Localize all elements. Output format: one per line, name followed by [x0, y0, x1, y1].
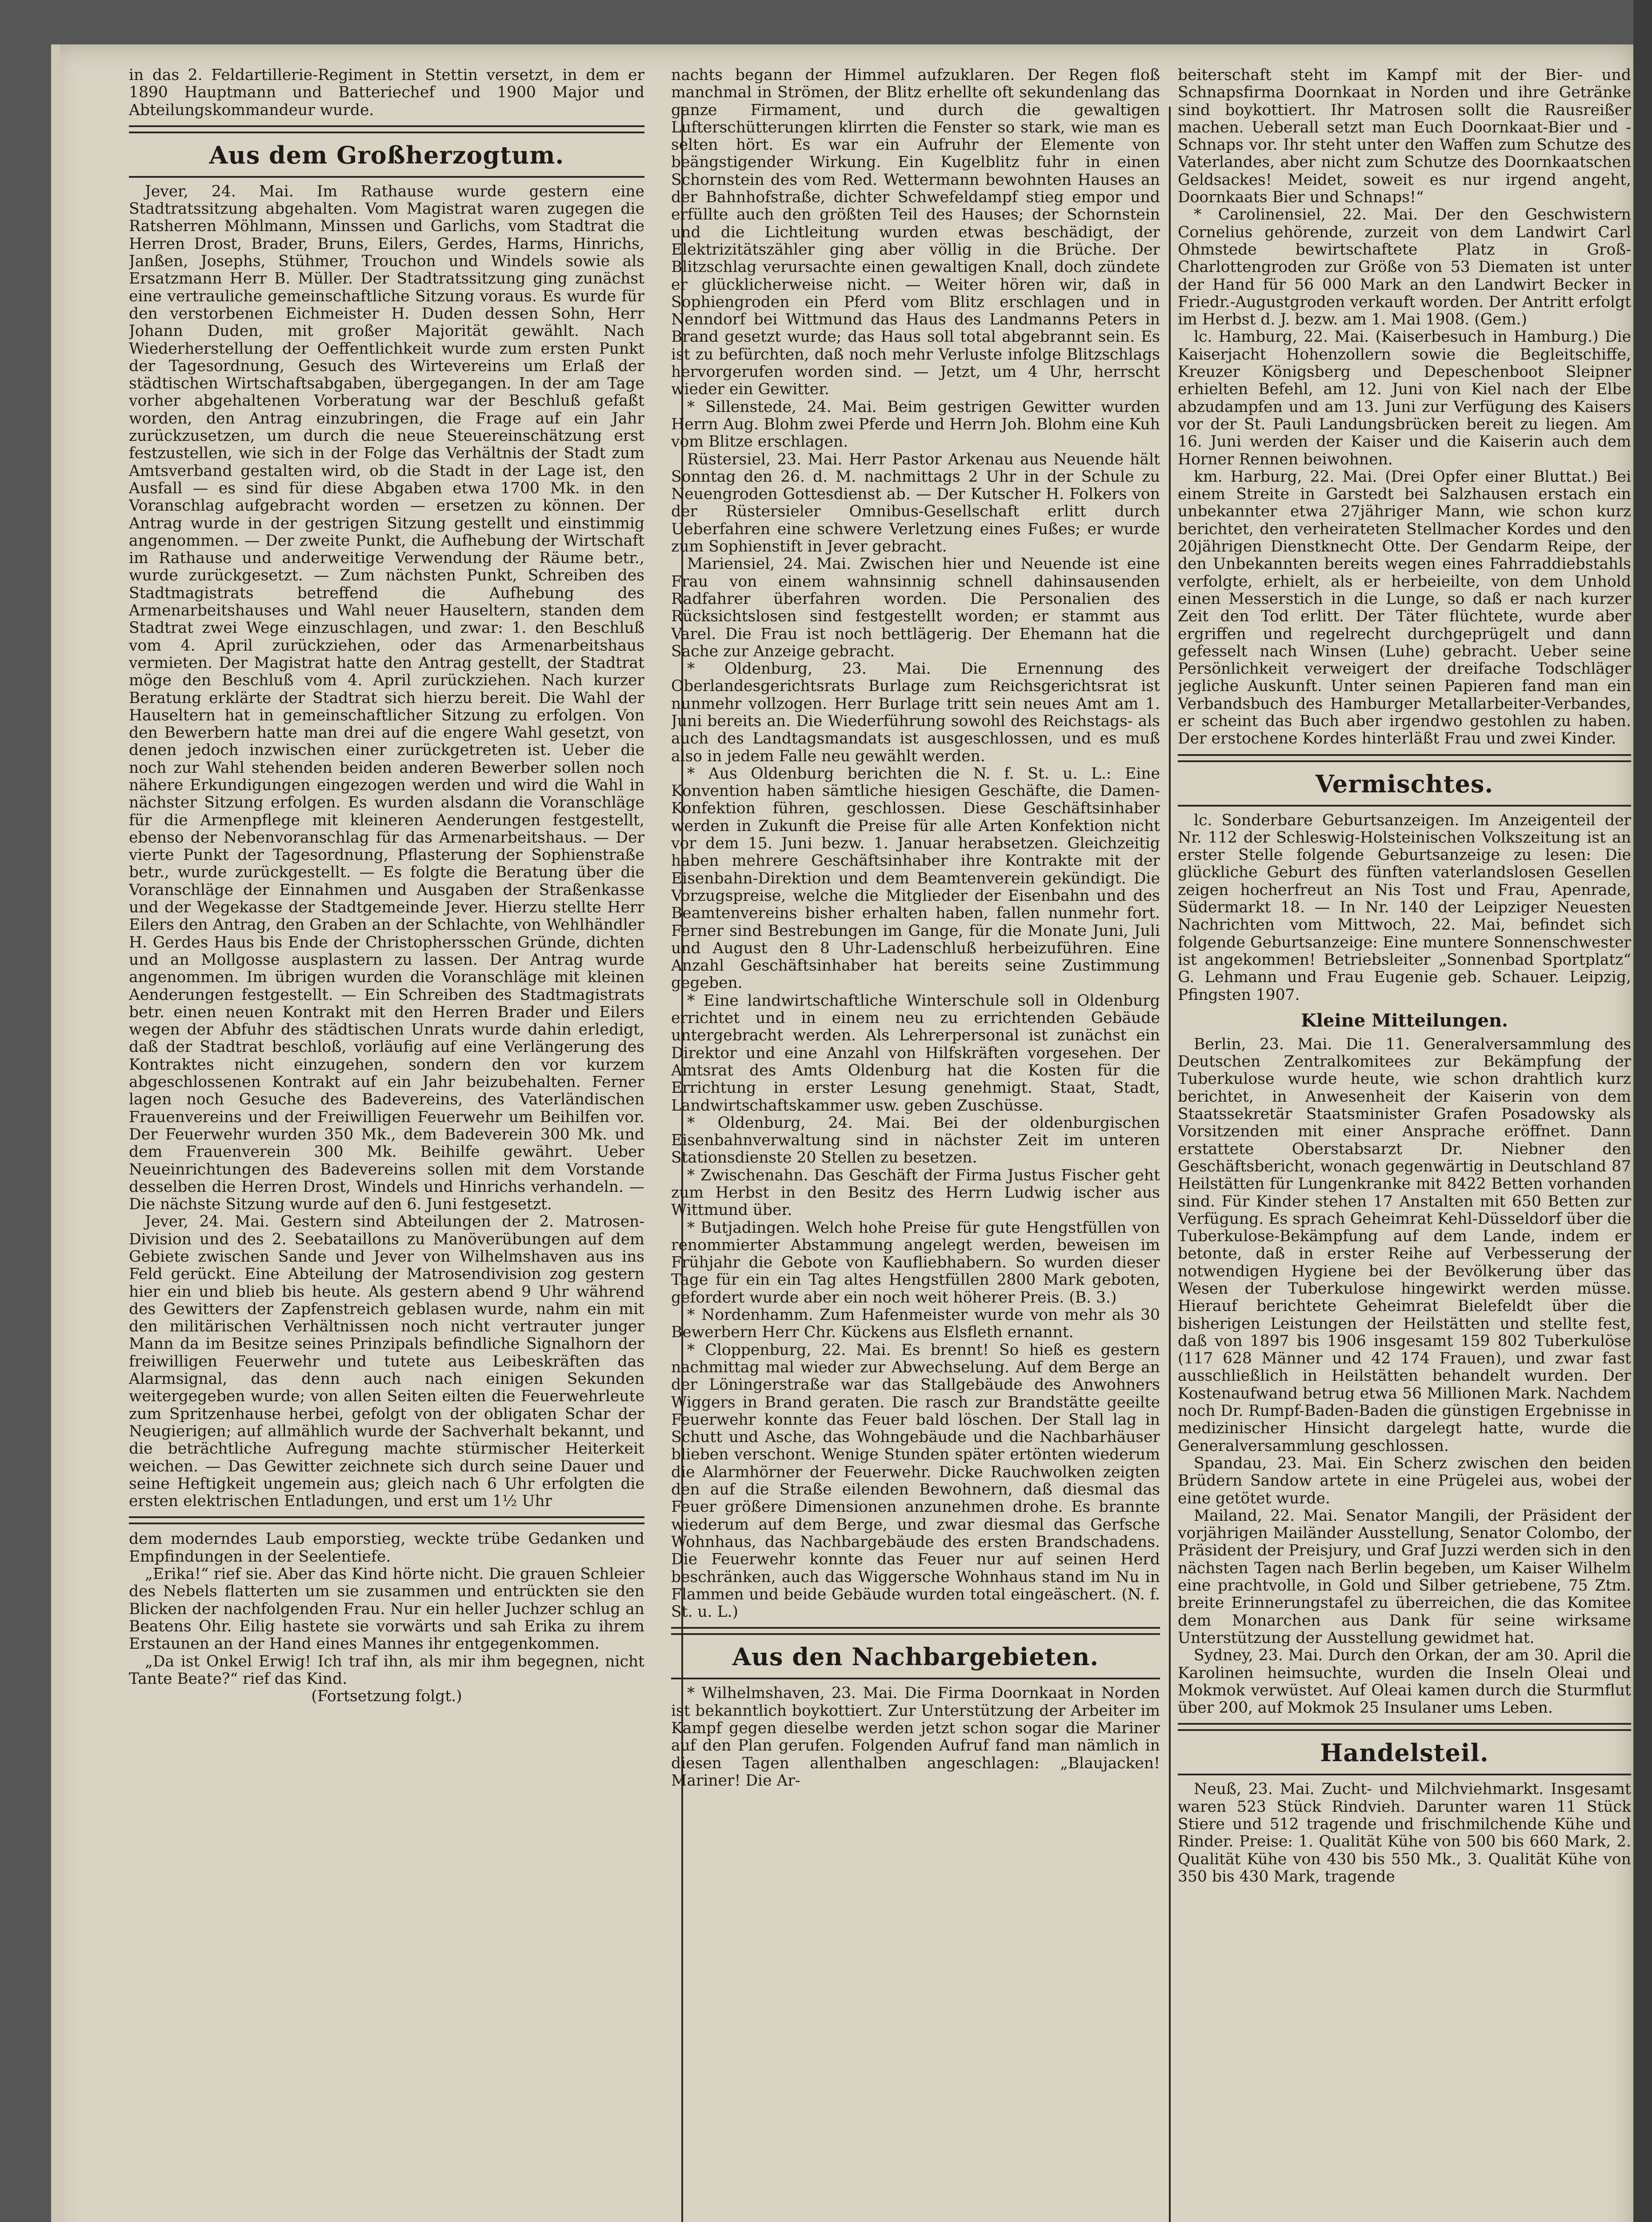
serial-continuation-note: (Fortsetzung folgt.) [311, 1687, 462, 1706]
article-paragraph: * Oldenburg, 23. Mai. Die Ernennung des Oberlandesgerichtsrats Burlage zum Reichsgerichtsrat ist nunmehr vollzogen. Herr Burlage tritt sein neues Amt am 1. Juni bereits an. Die Wiederführung sowohl des Reichstags- als auch des Landtagsmandats ist ausgeschlossen, und es muß also in jedem Falle neu gewählt werden. [671, 660, 1160, 765]
heading-rule [671, 1678, 1160, 1679]
article-paragraph: Neuß, 23. Mai. Zucht- und Milchviehmarkt. Insgesamt waren 523 Stück Rindvieh. Darunter waren 11 Stück Stiere und 512 tragende und frischmilchende Kühe und Rinder. Preise: 1. Qualität Kühe von 500 bis 660 Mark, 2. Qualität Kühe von 430 bis 550 Mk., 3. Qualität Kühe von 350 bis 430 Mark, tragende [1178, 1780, 1631, 1886]
article-paragraph: * Eine landwirtschaftliche Winterschule soll in Oldenburg errichtet und in einem neu zu errichtenden Gebäude untergebracht werden. Als Lehrerpersonal ist zunächst ein Direktor und eine Anzahl von Hilfskräften vorgesehen. Der Amtsrat des Amts Oldenburg hat die Kosten für die Errichtung in erster Lesung genehmigt. Staat, Stadt, Landwirtschaftskammer usw. geben Zuschüsse. [671, 991, 1160, 1115]
article-paragraph: * Aus Oldenburg berichten die N. f. St. u. L.: Eine Konvention haben sämtliche hiesigen Geschäfte, die Damen-Konfektion führen, geschlossen. Diese Geschäftsinhaber werden in Zukunft die Preise für alle Arten Konfektion nicht vor dem 15. Juni bezw. 1. Januar herabsetzen. Gleichzeitig haben mehrere Geschäftsinhaber ihre Kontrakte mit der Eisenbahn-Direktion und dem Beamtenverein gekündigt. Die Vorzugspreise, welche die Mitglieder der Eisenbahn und des Beamtenvereins bisher erhalten haben, fallen nunmehr fort. Ferner sind Bestrebungen im Gange, für die Monate Juni, Juli und August den 8 Uhr-Ladenschluß herbeizuführen. Eine Anzahl Geschäftsinhaber hat bereits seine Zustimmung gegeben. [671, 764, 1160, 992]
heading-rule [1178, 805, 1631, 807]
article-paragraph: Rüstersiel, 23. Mai. Herr Pastor Arkenau aus Neuende hält Sonntag den 26. d. M. nachmittags 2 Uhr in der Schule zu Neuengroden Gottesdienst ab. — Der Kutscher H. Folkers von der Rüstersieler Omnibus-Gesellschaft erlitt durch Ueberfahren eine schwere Verletzung eines Fußes; er wurde zum Sophienstift in Jever gebracht. [671, 450, 1160, 556]
article-paragraph: Berlin, 23. Mai. Die 11. Generalversammlung des Deutschen Zentralkomitees zur Bekämpfung der Tuberkulose wurde heute, wie schon drahtlich kurz berichtet, in Anwesenheit der Kaiserin von dem Staatssekretär Staatsminister Grafen Posadowsky als Vorsitzenden mit einer Ansprache eröffnet. Dann erstattete Oberstabsarzt Dr. Niebner den Geschäftsbericht, wonach gegenwärtig in Deutschland 87 Heilstätten für Lungenkranke mit 8422 Betten vorhanden sind. Für Kinder stehen 17 Anstalten mit 650 Betten zur Verfügung. Es sprach Geheimrat Kehl-Düsseldorf über die Tuberkulose-Bekämpfung auf dem Lande, indem er betonte, daß in erster Reihe auf Verbesserung der notwendigen Hygiene bei der Bevölkerung über das Wesen der Tuberkulose hingewirkt werden müsse. Hierauf berichtete Geheimrat Bielefeldt über die bisherigen Leistungen der Heilstätten und stellte fest, daß von 1897 bis 1906 insgesamt 159 802 Tuberkulöse (117 628 Männer und 42 174 Frauen), und zwar fast ausschließlich in Heilstätten behandelt wurden. Der Kostenaufwand betrug etwa 56 Millionen Mark. Nachdem noch Dr. Rumpf-Baden-Baden die günstigen Ergebnisse in medizinischer Hinsicht dargelegt hatte, wurde die Generalversammlung geschlossen. [1178, 1035, 1631, 1455]
section-divider [671, 1627, 1160, 1635]
article-paragraph: Jever, 24. Mai. Im Rathause wurde gestern eine Stadtratssitzung abgehalten. Vom Magistrat waren zugegen die Ratsherren Möhlmann, Minssen und Garlichs, vom Stadtrat die Herren Drost, Brader, Bruns, Eilers, Gerdes, Harms, Hinrichs, Janßen, Josephs, Stühmer, Trouchon und Windels sowie als Ersatzmann Herr B. Müller. Der Stadtratssitzung ging zunächst eine vertrauliche gemeinschaftliche Sitzung voraus. Es wurde für den verstorbenen Eichmeister H. Duden dessen Sohn, Herr Johann Duden, mit großer Majorität gewählt. Nach Wiederherstellung der Oeffentlichkeit wurde zum ersten Punkt der Tagesordnung, Gesuch des Wirtevereins um Erlaß der städtischen Wirtschaftsabgaben, übergegangen. In der am Tage vorher abgehaltenen Vorberatung war der Beschluß gefaßt worden, den Antrag einzubringen, die Frage auf ein Jahr zurückzusetzen, um durch die neue Steuereinschätzung erst festzustellen, wie sich in der Folge das Verhältnis der Stadt zum Amtsverband gestalten wird, ob die Stadt in der Lage ist, den Ausfall — es sind für diese Abgaben etwa 1700 Mk. in den Voranschlag aufgebracht worden — ersetzen zu können. Der Antrag wurde in der gestrigen Sitzung gestellt und einstimmig angenommen. — Der zweite Punkt, die Aufhebung der Wirtschaft im Rathause und anderweitige Verwendung der Räume betr., wurde zurückgesetzt. — Zum nächsten Punkt, Schreiben des Stadtmagistrats betreffend die Aufhebung des Armenarbeitshauses und Wahl neuer Hauseltern, standen dem Stadtrat zwei Wege einzuschlagen, und zwar: 1. den Beschluß vom 4. April zurückziehen, oder das Armenarbeitshaus vermieten. Der Magistrat hatte den Antrag gestellt, der Stadtrat möge den Beschluß vom 4. April zurückziehen. Nach kurzer Beratung erklärte der Stadtrat sich hierzu bereit. Die Wahl der Hauseltern hat in gemeinschaftlicher Sitzung zu erfolgen. Von den Bewerbern hatte man drei auf die engere Wahl gesetzt, von denen jedoch inzwischen einer zurückgetreten ist. Ueber die noch zur Wahl stehenden beiden anderen Bewerber sollen noch nähere Erkundigungen eingezogen werden und wird die Wahl in nächster Sitzung erfolgen. Es wurden alsdann die Voranschläge für die Armenpflege mit kleineren Aenderungen festgestellt, ebenso der Nebenvoranschlag für das Armenarbeitshaus. — Der vierte Punkt der Tagesordnung, Pflasterung der Sophienstraße betr., wurde zurückgestellt. — Es folgte die Beratung über die Voranschläge der Einnahmen und Ausgaben der Straßenkasse und der Wegekasse der Stadtgemeinde Jever. Hierzu stellte Herr Eilers den Antrag, den Graben an der Schlachte, von Wehlhändler H. Gerdes Haus bis Ende der Christophersschen Gründe, dichten und an Mollgosse ausplastern zu lassen. Der Antrag wurde angenommen. Im übrigen wurden die Voranschläge mit kleinen Aenderungen festgestellt. — Ein Schreiben des Stadtmagistrats betr. einen neuen Kontrakt mit den Herren Brader und Eilers wegen der Abfuhr des städtischen Unrats wurde dahin erledigt, daß der Stadtrat beschloß, vorläufig auf eine Verlängerung des Kontraktes nicht einzugehen, sondern den vor kurzem abgeschlossenen Kontrakt auf ein Jahr beizubehalten. Ferner lagen noch Gesuche des Badevereins, des Vaterländischen Frauenvereins und der Freiwilligen Feuerwehr um Beihilfen vor. Der Feuerwehr wurden 350 Mk., dem Badeverein 300 Mk. und dem Frauenverein 300 Mk. Beihilfe gewährt. Ueber Neueinrichtungen des Badevereins sollen mit dem Vorstande desselben die Herren Drost, Windels und Hinrichs verhandeln. — Die nächste Sitzung wurde auf den 6. Juni festgesetzt. [129, 182, 644, 1214]
section-heading-grossherzogtum: Aus dem Großherzogtum. [209, 140, 564, 169]
book-binding-edge [1633, 0, 1652, 2222]
article-paragraph: Sydney, 23. Mai. Durch den Orkan, der am 30. April die Karolinen heimsuchte, wurden die Inseln Oleai und Mokmok verwüstet. Auf Oleai kamen durch die Sturmflut über 200, auf Mokmok 25 Insulaner ums Leben. [1178, 1647, 1631, 1717]
article-paragraph: * Wilhelmshaven, 23. Mai. Die Firma Doornkaat in Norden ist bekanntlich boykottiert. Zur Unterstützung der Arbeiter im Kampf gegen dieselbe werden jetzt schon sogar die Mariner auf den Plan gerufen. Folgenden Aufruf fand man nämlich in diesen Tagen allenthalben angeschlagen: „Blaujacken! Mariner! Die Ar- [671, 1684, 1160, 1790]
article-paragraph: * Cloppenburg, 22. Mai. Es brennt! So hieß es gestern nachmittag mal wieder zur Abwechselung. Auf dem Berge an der Löningerstraße war das Stallgebäude des Anwohners Wiggers in Brand geraten. Die rasch zur Brandstätte geeilte Feuerwehr konnte das Feuer bald löschen. Der Stall lag in Schutt und Asche, das Wohngebäude und die Nachbarhäuser blieben verschont. Wenige Stunden später ertönten wiederum die Alarmhörner der Feuerwehr. Dicke Rauchwolken zeigten den auf die Straße eilenden Bewohnern, daß diesmal das Feuer größere Dimensionen anzunehmen drohe. Es brannte wiederum auf dem Berge, und zwar diesmal das Gerfsche Wohnhaus, das Nachbargebäude des ersten Brandschadens. Die Feuerwehr konnte das Feuer nur auf seinen Herd beschränken, auch das Wiggersche Wohnhaus stand im Nu in Flammen und beide Gebäude wurden total eingeäschert. (N. f. St. u. L.) [671, 1341, 1160, 1621]
section-divider [1178, 1723, 1631, 1731]
feuilleton-divider [129, 1516, 644, 1524]
heading-rule [1178, 1774, 1631, 1775]
article-paragraph: * Carolinensiel, 22. Mai. Der den Geschwistern Cornelius gehörende, zurzeit von dem Landwirt Carl Ohmstede bewirtschaftete Platz in Groß-Charlottengroden zur Größe von 53 Diematen ist unter der Hand für 56 000 Mark an den Landwirt Becker in Friedr.-Augustgroden verkauft worden. Der Antritt erfolgt im Herbst d. J. bezw. am 1. Mai 1908. (Gem.) [1178, 206, 1631, 329]
column-rule-2 [1169, 107, 1171, 2222]
article-paragraph: * Nordenhamm. Zum Hafenmeister wurde von mehr als 30 Bewerbern Herr Chr. Kückens aus Elsfleth ernannt. [671, 1306, 1160, 1342]
section-heading-nachbargebiete: Aus den Nachbargebieten. [732, 1643, 1099, 1671]
section-divider [1178, 754, 1631, 762]
article-paragraph: Mariensiel, 24. Mai. Zwischen hier und Neuende ist eine Frau von einem wahnsinnig schnell dahinsausenden Radfahrer überfahren worden. Die Personalien des Rücksichtslosen sind festgestellt worden; er stammt aus Varel. Die Frau ist noch bettlägerig. Der Ehemann hat die Sache zur Anzeige gebracht. [671, 555, 1160, 660]
article-paragraph: lc. Sonderbare Geburtsanzeigen. Im Anzeigenteil der Nr. 112 der Schleswig-Holsteinischen Volkszeitung ist an erster Stelle folgende Geburtsanzeige zu lesen: Die glückliche Geburt des fünften vaterlandslosen Gesellen zeigen hocherfreut an Nis Tost und Frau, Apenrade, Südermarkt 18. — In Nr. 140 der Leipziger Neuesten Nachrichten vom Mittwoch, 22. Mai, befindet sich folgende Geburtsanzeige: Eine muntere Sonnenschwester ist angekommen! Betriebsleiter „Sonnenbad Sportplatz“ G. Lehmann und Frau Eugenie geb. Schauer. Leipzig, Pfingsten 1907. [1178, 811, 1631, 1004]
column-3 [1178, 67, 1631, 2222]
serial-paragraph: dem moderndes Laub emporstieg, weckte trübe Gedanken und Empfindungen in der Seelentiefe. [129, 1530, 644, 1566]
article-paragraph: km. Harburg, 22. Mai. (Drei Opfer einer Bluttat.) Bei einem Streite in Garstedt bei Salzhausen erstach ein unbekannter etwa 27jähriger Mann, wie schon kurz berichtet, den verheirateten Stellmacher Kordes und den 20jährigen Dienstknecht Otte. Der Gendarm Reipe, der den Unbekannten bereits wegen eines Fahrraddiebstahls verfolgte, erhielt, als er herbeieilte, von dem Unhold einen Messerstich in die Lunge, so daß er nach kurzer Zeit den Tod erlitt. Der Täter flüchtete, wurde aber ergriffen und regelrecht durchgeprügelt und dann gefesselt nach Winsen (Luhe) gebracht. Ueber seine Persönlichkeit verweigert der dreifache Todschläger jegliche Auskunft. Unter seinen Papieren fand man ein Verbandsbuch des Hamburger Metallarbeiter-Verbandes, er scheint das Buch aber irgendwo gestohlen zu haben. Der erstochene Kordes hinterläßt Frau und zwei Kinder. [1178, 468, 1631, 748]
column-2 [671, 67, 1160, 2222]
subheading-kleine-mitteilungen: Kleine Mitteilungen. [1301, 1010, 1508, 1031]
article-paragraph: Jever, 24. Mai. Gestern sind Abteilungen der 2. Matrosen-Division und des 2. Seebataillons zu Manöverübungen auf dem Gebiete zwischen Sande und Jever von Wilhelmshaven aus ins Feld gerückt. Eine Abteilung der Matrosendivision zog gestern hier ein und blieb bis heute. Als gestern abend 9 Uhr während des Gewitters der Zapfenstreich geblasen wurde, nahm ein mit den militärischen Verhältnissen noch nicht vertrauter junger Mann da im Besitze seines Prinzipals befindliche Signalhorn der freiwilligen Feuerwehr und tutete aus Leibeskräften das Alarmsignal, das denn auch nach einigen Sekunden weitergegeben wurde; von allen Seiten eilten die Feuerwehrleute zum Spritzenhause herbei, gefolgt von der obligaten Schar der Neugierigen; auf allmählich wurde der Sachverhalt bekannt, und die beträchtliche Aufregung machte stürmischer Heiterkeit weichen. — Das Gewitter zeichnete sich durch seine Dauer und seine Heftigkeit ungemein aus; gleich nach 6 Uhr erfolgten die ersten elektrischen Entladungen, und erst um 1½ Uhr [129, 1213, 644, 1511]
intro-text: in das 2. Feldartillerie-Regiment in Stettin versetzt, in dem er 1890 Hauptmann und Batteriechef und 1900 Major und Abteilungskommandeur wurde. [129, 67, 644, 119]
article-paragraph: * Zwischenahn. Das Geschäft der Firma Justus Fischer geht zum Herbst in den Besitz des Herrn Ludwig ischer aus Wittmund über. [671, 1166, 1160, 1219]
article-paragraph: lc. Hamburg, 22. Mai. (Kaiserbesuch in Hamburg.) Die Kaiserjacht Hohenzollern sowie die Begleitschiffe, Kreuzer Königsberg und Depeschenboot Sleipner erhielten Befehl, am 12. Juni von Kiel nach der Elbe abzudampfen und am 13. Juni zur Verfügung des Kaisers vor der St. Pauli Landungsbrücken bereit zu liegen. Am 16. Juni werden der Kaiser und die Kaiserin auch dem Horner Rennen beiwohnen. [1178, 328, 1631, 468]
section-heading-handelsteil: Handelsteil. [1320, 1738, 1489, 1767]
section-divider [129, 125, 644, 133]
serial-paragraph: „Da ist Onkel Erwig! Ich traf ihn, als mir ihm begegnen, nicht Tante Beate?“ rief das Kind. [129, 1652, 644, 1688]
column-1 [129, 67, 644, 2222]
section-heading-vermischtes: Vermischtes. [1315, 769, 1494, 798]
heading-rule [129, 176, 644, 178]
article-paragraph: * Oldenburg, 24. Mai. Bei der oldenburgischen Eisenbahnverwaltung sind in nächster Zeit im unteren Stationsdienste 20 Stellen zu besetzen. [671, 1114, 1160, 1167]
article-paragraph: nachts begann der Himmel aufzuklaren. Der Regen floß manchmal in Strömen, der Blitz erhellte oft sekundenlang das ganze Firmament, und durch die gewaltigen Lufterschütterungen klirrten die Fenster so stark, wie man es selten hört. Es war ein Aufruhr der Elemente von beängstigender Wirkung. Ein Kugelblitz fuhr in einen Schornstein des vom Red. Wettermann bewohnten Hauses an der Bahnhofstraße, dichter Schwefeldampf stieg empor und erfüllte auch den größten Teil des Hauses; der Schornstein und die Lichtleitung wurden etwas beschädigt, der Elektrizitätszähler ging aber völlig in die Brüche. Der Blitzschlag verursachte einen gewaltigen Knall, doch zündete er glücklicherweise nicht. — Weiter hören wir, daß in Sophiengroden ein Pferd vom Blitz erschlagen und in Nenndorf bei Wittmund das Haus des Landmanns Peters in Brand gesetzt wurde; das Haus soll total abgebrannt sein. Es ist zu befürchten, daß noch mehr Verluste infolge Blitzschlags hervorgerufen worden sind. — Jetzt, um 4 Uhr, herrscht wieder ein Gewitter. [671, 67, 1160, 399]
article-paragraph: * Butjadingen. Welch hohe Preise für gute Hengstfüllen von renommierter Abstammung angelegt werden, beweisen im Frühjahr die Gebote von Kaufliebhabern. So wurden dieser Tage für ein ein Tag altes Hengstfüllen 2800 Mark geboten, gefordert wurde aber ein noch weit höherer Preis. (B. 3.) [671, 1219, 1160, 1307]
article-paragraph: beiterschaft steht im Kampf mit der Bier- und Schnapsfirma Doornkaat in Norden und ihre Getränke sind boykottiert. Ihr Matrosen sollt die Rausreißer machen. Ueberall setzt man Euch Doornkaat-Bier und -Schnaps vor. Ihr steht unter den Waffen zum Schutze des Vaterlandes, aber nicht zum Schutze des Doornkaatschen Geldsackes! Meidet, soweit es nur irgend angeht, Doornkaats Bier und Schnaps!“ [1178, 67, 1631, 207]
serial-paragraph: „Erika!“ rief sie. Aber das Kind hörte nicht. Die grauen Schleier des Nebels flatterten um sie zusammen und entrückten sie den Blicken der nachfolgenden Frau. Nur ein heller Juchzer schlug an Beatens Ohr. Eilig hastete sie vorwärts und sah Erika zu ihrem Erstaunen an der Hand eines Mannes ihr entgegenkommen. [129, 1565, 644, 1653]
article-paragraph: Spandau, 23. Mai. Ein Scherz zwischen den beiden Brüdern Sandow artete in eine Prügelei aus, wobei der eine getötet wurde. [1178, 1454, 1631, 1507]
article-paragraph: Mailand, 22. Mai. Senator Mangili, der Präsident der vorjährigen Mailänder Ausstellung, Senator Colombo, der Präsident der Preisjury, und Graf Juzzi werden sich in den nächsten Tagen nach Berlin begeben, um Kaiser Wilhelm eine prachtvolle, in Gold und Silber getriebene, 75 Ztm. breite Erinnerungstafel zu überreichen, die das Komitee dem Monarchen aus Dank für seine wirksame Unterstützung der Ausstellung gewidmet hat. [1178, 1507, 1631, 1647]
article-paragraph: * Sillenstede, 24. Mai. Beim gestrigen Gewitter wurden Herrn Aug. Blohm zwei Pferde und Herrn Joh. Blohm eine Kuh vom Blitze erschlagen. [671, 398, 1160, 451]
